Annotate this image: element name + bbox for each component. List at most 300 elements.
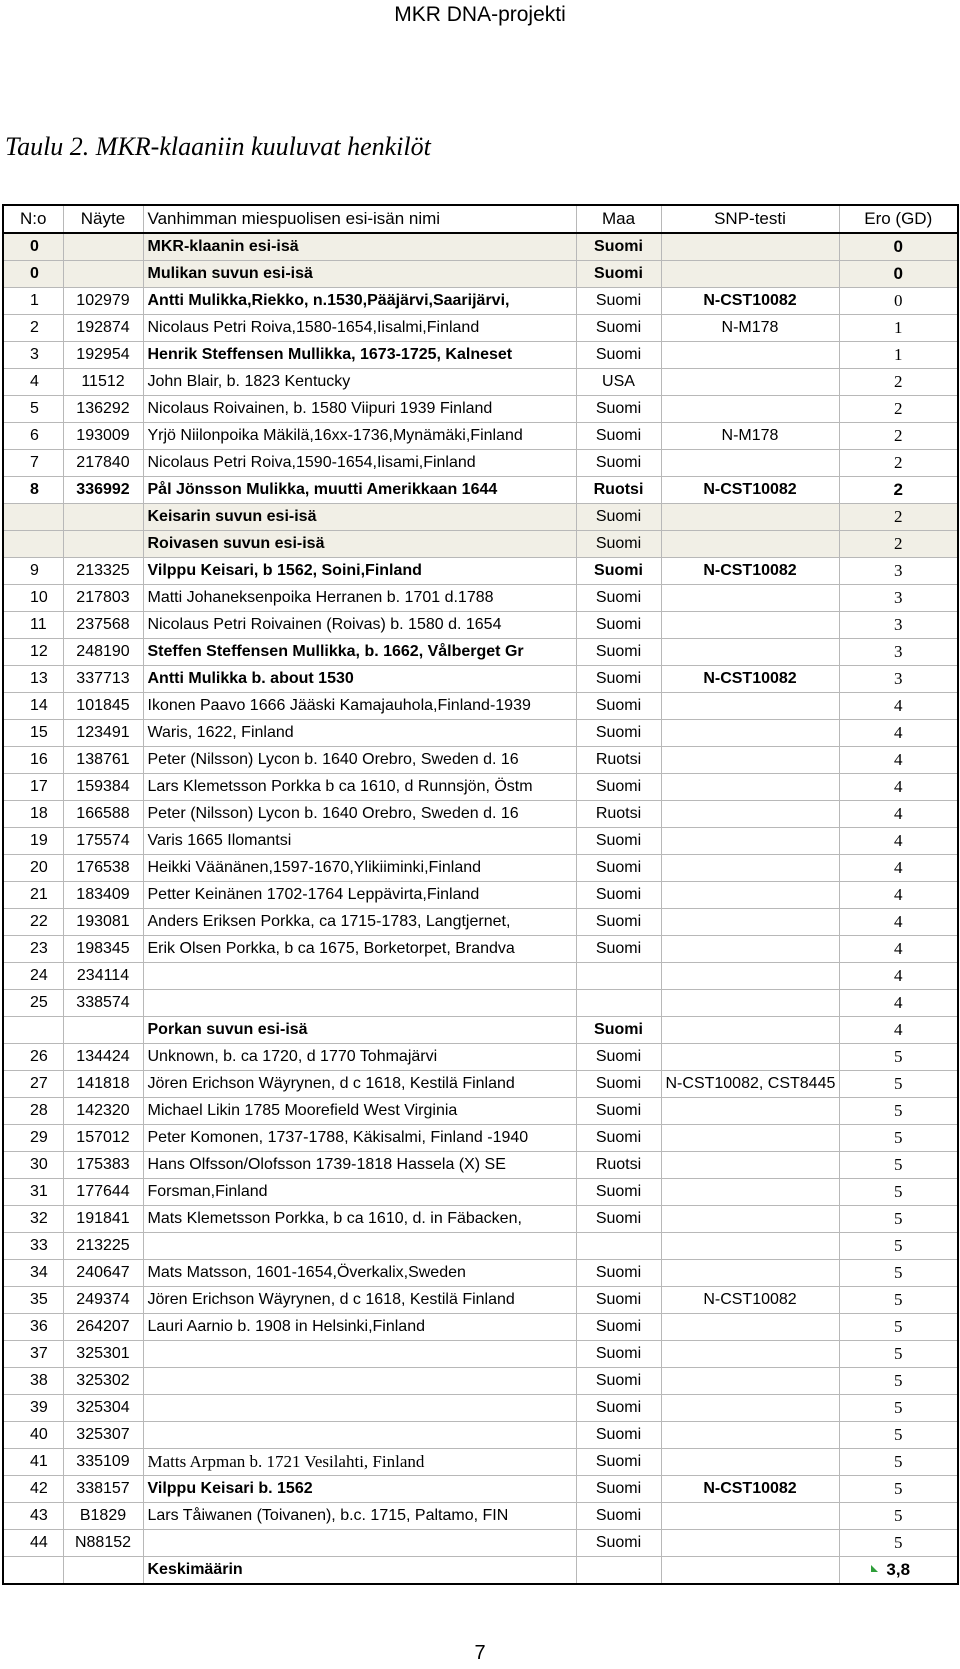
table-row <box>3 1098 958 1125</box>
cell-sample: 138761 <box>63 747 143 774</box>
table-row <box>3 233 958 261</box>
cell-snp-test: N-CST10082 <box>661 666 839 693</box>
cell-snp-test <box>661 531 839 558</box>
cell-genetic-distance: 5 <box>839 1341 958 1368</box>
table-row <box>3 1017 958 1044</box>
cell-genetic-distance: 1 <box>839 315 958 342</box>
cell-sample: 191841 <box>63 1206 143 1233</box>
table-row <box>3 612 958 639</box>
cell-ancestor-name <box>143 963 576 990</box>
cell-country: Suomi <box>576 1530 661 1557</box>
cell-snp-test <box>661 1530 839 1557</box>
cell-sample: 240647 <box>63 1260 143 1287</box>
cell-snp-test <box>661 450 839 477</box>
cell-ancestor-name: Matts Arpman b. 1721 Vesilahti, Finland <box>143 1449 576 1476</box>
cell-ancestor-name <box>143 1341 576 1368</box>
table-row <box>3 1314 958 1341</box>
table-row <box>3 477 958 504</box>
cell-country: Suomi <box>576 720 661 747</box>
table-row <box>3 936 958 963</box>
column-header-ancestor-name: Vanhimman miespuolisen esi-isän nimi <box>143 205 576 233</box>
table-row <box>3 1449 958 1476</box>
column-header-number: N:o <box>3 205 63 233</box>
cell-country: Suomi <box>576 1341 661 1368</box>
table-row <box>3 639 958 666</box>
cell-number: 40 <box>3 1422 63 1449</box>
cell-country: Suomi <box>576 531 661 558</box>
cell-country <box>576 990 661 1017</box>
cell-ancestor-name: Peter (Nilsson) Lycon b. 1640 Orebro, Sweden d. 16 <box>143 801 576 828</box>
cell-genetic-distance: 3 <box>839 639 958 666</box>
cell-number <box>3 1017 63 1044</box>
cell-country: Suomi <box>576 1260 661 1287</box>
cell-snp-test <box>661 990 839 1017</box>
cell-snp-test <box>661 1557 839 1585</box>
cell-snp-test <box>661 585 839 612</box>
cell-number: 3 <box>3 342 63 369</box>
cell-number: 42 <box>3 1476 63 1503</box>
cell-sample: 175574 <box>63 828 143 855</box>
cell-number: 26 <box>3 1044 63 1071</box>
cell-genetic-distance: 2 <box>839 531 958 558</box>
cell-sample: 217803 <box>63 585 143 612</box>
cell-genetic-distance: 4 <box>839 882 958 909</box>
cell-sample: 166588 <box>63 801 143 828</box>
cell-snp-test: N-CST10082 <box>661 477 839 504</box>
table-row <box>3 558 958 585</box>
cell-number: 5 <box>3 396 63 423</box>
cell-snp-test <box>661 882 839 909</box>
cell-number: 18 <box>3 801 63 828</box>
cell-genetic-distance: 5 <box>839 1260 958 1287</box>
cell-country: Suomi <box>576 1476 661 1503</box>
cell-sample: 192954 <box>63 342 143 369</box>
cell-sample: 175383 <box>63 1152 143 1179</box>
cell-genetic-distance: 5 <box>839 1179 958 1206</box>
table-row <box>3 1503 958 1530</box>
cell-ancestor-name: Jören Erichson Wäyrynen, d c 1618, Kestilä Finland <box>143 1287 576 1314</box>
table-row <box>3 1152 958 1179</box>
cell-sample <box>63 233 143 261</box>
cell-country: Suomi <box>576 1449 661 1476</box>
cell-genetic-distance: 5 <box>839 1098 958 1125</box>
cell-genetic-distance: 4 <box>839 990 958 1017</box>
cell-sample: 183409 <box>63 882 143 909</box>
cell-ancestor-name: Forsman,Finland <box>143 1179 576 1206</box>
cell-number: 44 <box>3 1530 63 1557</box>
table-row <box>3 774 958 801</box>
cell-ancestor-name: Roivasen suvun esi-isä <box>143 531 576 558</box>
cell-genetic-distance: 4 <box>839 855 958 882</box>
table-row <box>3 1260 958 1287</box>
cell-snp-test <box>661 801 839 828</box>
cell-snp-test <box>661 1260 839 1287</box>
table-row <box>3 1044 958 1071</box>
table-row <box>3 369 958 396</box>
cell-snp-test <box>661 396 839 423</box>
table-row <box>3 1206 958 1233</box>
cell-snp-test <box>661 1017 839 1044</box>
cell-number: 7 <box>3 450 63 477</box>
cell-snp-test <box>661 1341 839 1368</box>
cell-country: Suomi <box>576 774 661 801</box>
cell-number: 16 <box>3 747 63 774</box>
cell-snp-test <box>661 936 839 963</box>
cell-number: 39 <box>3 1395 63 1422</box>
cell-number: 30 <box>3 1152 63 1179</box>
cell-number: 27 <box>3 1071 63 1098</box>
cell-country: Suomi <box>576 396 661 423</box>
cell-snp-test <box>661 963 839 990</box>
column-header-genetic-distance: Ero (GD) <box>839 205 958 233</box>
cell-sample: 213225 <box>63 1233 143 1260</box>
cell-number: 0 <box>3 261 63 288</box>
cell-sample: 177644 <box>63 1179 143 1206</box>
cell-country: Suomi <box>576 1503 661 1530</box>
cell-country: Suomi <box>576 261 661 288</box>
cell-snp-test <box>661 1044 839 1071</box>
cell-sample: 335109 <box>63 1449 143 1476</box>
cell-genetic-distance: 3 <box>839 612 958 639</box>
cell-number: 15 <box>3 720 63 747</box>
cell-sample <box>63 261 143 288</box>
cell-ancestor-name: Vilppu Keisari, b 1562, Soini,Finland <box>143 558 576 585</box>
cell-genetic-distance: 5 <box>839 1395 958 1422</box>
cell-country: Suomi <box>576 315 661 342</box>
cell-number: 24 <box>3 963 63 990</box>
cell-country: Suomi <box>576 342 661 369</box>
cell-ancestor-name: Yrjö Niilonpoika Mäkilä,16xx-1736,Mynämäki,Finland <box>143 423 576 450</box>
table-row <box>3 909 958 936</box>
cell-number: 28 <box>3 1098 63 1125</box>
cell-country: Suomi <box>576 450 661 477</box>
cell-snp-test <box>661 1206 839 1233</box>
cell-ancestor-name: Unknown, b. ca 1720, d 1770 Tohmajärvi <box>143 1044 576 1071</box>
cell-snp-test <box>661 1314 839 1341</box>
cell-number: 9 <box>3 558 63 585</box>
cell-number: 13 <box>3 666 63 693</box>
cell-sample <box>63 531 143 558</box>
table-row <box>3 315 958 342</box>
cell-sample: 338574 <box>63 990 143 1017</box>
cell-genetic-distance: 3 <box>839 666 958 693</box>
cell-snp-test <box>661 639 839 666</box>
cell-snp-test <box>661 1449 839 1476</box>
cell-country: Suomi <box>576 1125 661 1152</box>
cell-number: 37 <box>3 1341 63 1368</box>
cell-ancestor-name: Michael Likin 1785 Moorefield West Virginia <box>143 1098 576 1125</box>
cell-country: Suomi <box>576 1071 661 1098</box>
cell-country: Suomi <box>576 639 661 666</box>
cell-sample: 159384 <box>63 774 143 801</box>
cell-country: Suomi <box>576 1206 661 1233</box>
cell-sample <box>63 1017 143 1044</box>
cell-genetic-distance: 3 <box>839 585 958 612</box>
cell-snp-test <box>661 1503 839 1530</box>
cell-genetic-distance: 2 <box>839 396 958 423</box>
cell-sample: 136292 <box>63 396 143 423</box>
cell-sample: 176538 <box>63 855 143 882</box>
table-row <box>3 288 958 315</box>
table-row <box>3 261 958 288</box>
cell-number: 17 <box>3 774 63 801</box>
column-header-country: Maa <box>576 205 661 233</box>
table-row <box>3 1422 958 1449</box>
cell-number: 19 <box>3 828 63 855</box>
cell-sample: 234114 <box>63 963 143 990</box>
cell-country <box>576 963 661 990</box>
cell-country: Suomi <box>576 1098 661 1125</box>
cell-snp-test: N-M178 <box>661 423 839 450</box>
cell-genetic-distance: 4 <box>839 801 958 828</box>
cell-genetic-distance: 4 <box>839 774 958 801</box>
table-row <box>3 693 958 720</box>
cell-ancestor-name <box>143 1422 576 1449</box>
cell-ancestor-name: Porkan suvun esi-isä <box>143 1017 576 1044</box>
cell-number: 31 <box>3 1179 63 1206</box>
cell-snp-test: N-CST10082, CST8445 <box>661 1071 839 1098</box>
cell-ancestor-name: Heikki Väänänen,1597-1670,Ylikiiminki,Finland <box>143 855 576 882</box>
table-row <box>3 396 958 423</box>
cell-genetic-distance: 4 <box>839 909 958 936</box>
cell-ancestor-name: Steffen Steffensen Mullikka, b. 1662, Vålberget Gr <box>143 639 576 666</box>
cell-snp-test <box>661 747 839 774</box>
table-row <box>3 1179 958 1206</box>
cell-genetic-distance: 0 <box>839 288 958 315</box>
cell-ancestor-name <box>143 1395 576 1422</box>
table-row <box>3 342 958 369</box>
cell-sample: N88152 <box>63 1530 143 1557</box>
cell-genetic-distance: 3 <box>839 558 958 585</box>
cell-country: Suomi <box>576 1395 661 1422</box>
cell-snp-test <box>661 720 839 747</box>
column-header-sample: Näyte <box>63 205 143 233</box>
cell-country: Suomi <box>576 585 661 612</box>
cell-sample: 142320 <box>63 1098 143 1125</box>
cell-number: 22 <box>3 909 63 936</box>
cell-number: 14 <box>3 693 63 720</box>
cell-sample: B1829 <box>63 1503 143 1530</box>
cell-snp-test <box>661 774 839 801</box>
cell-ancestor-name: Mats Klemetsson Porkka, b ca 1610, d. in Fäbacken, <box>143 1206 576 1233</box>
cell-country: Suomi <box>576 288 661 315</box>
column-header-snp-test: SNP-testi <box>661 205 839 233</box>
cell-number: 12 <box>3 639 63 666</box>
cell-number: 0 <box>3 233 63 261</box>
cell-number: 10 <box>3 585 63 612</box>
cell-ancestor-name: Petter Keinänen 1702-1764 Leppävirta,Finland <box>143 882 576 909</box>
cell-country: Suomi <box>576 612 661 639</box>
cell-genetic-distance: 5 <box>839 1476 958 1503</box>
table-row <box>3 1071 958 1098</box>
cell-number: 20 <box>3 855 63 882</box>
cell-genetic-distance: 3,8 <box>839 1557 958 1585</box>
cell-ancestor-name: Nicolaus Roivainen, b. 1580 Viipuri 1939 Finland <box>143 396 576 423</box>
table-row <box>3 1557 958 1585</box>
cell-genetic-distance: 4 <box>839 747 958 774</box>
cell-ancestor-name <box>143 990 576 1017</box>
cell-number: 36 <box>3 1314 63 1341</box>
cell-ancestor-name: Henrik Steffensen Mullikka, 1673-1725, Kalneset <box>143 342 576 369</box>
cell-ancestor-name: Vilppu Keisari b. 1562 <box>143 1476 576 1503</box>
cell-country: Suomi <box>576 828 661 855</box>
cell-number: 43 <box>3 1503 63 1530</box>
cell-ancestor-name: Nicolaus Petri Roiva,1590-1654,Iisami,Finland <box>143 450 576 477</box>
cell-snp-test <box>661 909 839 936</box>
cell-country: Suomi <box>576 1422 661 1449</box>
cell-ancestor-name: Peter (Nilsson) Lycon b. 1640 Orebro, Sweden d. 16 <box>143 747 576 774</box>
cell-country: Suomi <box>576 233 661 261</box>
cell-sample: 264207 <box>63 1314 143 1341</box>
cell-country: Suomi <box>576 909 661 936</box>
cell-number: 23 <box>3 936 63 963</box>
cell-number: 41 <box>3 1449 63 1476</box>
cell-genetic-distance: 5 <box>839 1125 958 1152</box>
cell-snp-test: N-CST10082 <box>661 288 839 315</box>
cell-snp-test <box>661 855 839 882</box>
cell-sample: 193009 <box>63 423 143 450</box>
table-row <box>3 450 958 477</box>
cell-genetic-distance: 5 <box>839 1152 958 1179</box>
cell-number: 8 <box>3 477 63 504</box>
cell-country: Suomi <box>576 693 661 720</box>
cell-ancestor-name: Keisarin suvun esi-isä <box>143 504 576 531</box>
cell-country: Ruotsi <box>576 801 661 828</box>
cell-sample: 141818 <box>63 1071 143 1098</box>
cell-genetic-distance: 5 <box>839 1071 958 1098</box>
cell-snp-test <box>661 261 839 288</box>
cell-number: 25 <box>3 990 63 1017</box>
table-row <box>3 423 958 450</box>
cell-sample: 217840 <box>63 450 143 477</box>
cell-snp-test <box>661 1395 839 1422</box>
cell-number: 35 <box>3 1287 63 1314</box>
cell-number: 4 <box>3 369 63 396</box>
cell-country <box>576 1557 661 1585</box>
cell-number: 6 <box>3 423 63 450</box>
page-number: 7 <box>474 1642 486 1664</box>
table-row <box>3 801 958 828</box>
cell-genetic-distance: 5 <box>839 1422 958 1449</box>
cell-ancestor-name: Lars Tåiwanen (Toivanen), b.c. 1715, Paltamo, FIN <box>143 1503 576 1530</box>
cell-snp-test: N-CST10082 <box>661 558 839 585</box>
table-row <box>3 882 958 909</box>
cell-genetic-distance: 1 <box>839 342 958 369</box>
cell-ancestor-name: Peter Komonen, 1737-1788, Käkisalmi, Finland -1940 <box>143 1125 576 1152</box>
cell-ancestor-name: Lars Klemetsson Porkka b ca 1610, d Runnsjön, Östm <box>143 774 576 801</box>
cell-snp-test <box>661 1422 839 1449</box>
table-row <box>3 1395 958 1422</box>
cell-number: 2 <box>3 315 63 342</box>
cell-genetic-distance: 4 <box>839 693 958 720</box>
cell-sample: 248190 <box>63 639 143 666</box>
cell-snp-test <box>661 1233 839 1260</box>
cell-sample: 249374 <box>63 1287 143 1314</box>
cell-sample: 325301 <box>63 1341 143 1368</box>
cell-ancestor-name: Jören Erichson Wäyrynen, d c 1618, Kestilä Finland <box>143 1071 576 1098</box>
cell-comment-marker <box>871 1565 878 1572</box>
cell-snp-test <box>661 1368 839 1395</box>
cell-genetic-distance: 5 <box>839 1368 958 1395</box>
cell-genetic-distance: 2 <box>839 450 958 477</box>
table-row <box>3 1287 958 1314</box>
table-row <box>3 585 958 612</box>
table-row <box>3 1530 958 1557</box>
cell-sample: 192874 <box>63 315 143 342</box>
cell-sample: 134424 <box>63 1044 143 1071</box>
cell-country: Suomi <box>576 423 661 450</box>
cell-ancestor-name: Antti Mulikka,Riekko, n.1530,Pääjärvi,Saarijärvi, <box>143 288 576 315</box>
cell-country: USA <box>576 369 661 396</box>
cell-number: 38 <box>3 1368 63 1395</box>
cell-number: 21 <box>3 882 63 909</box>
cell-genetic-distance: 5 <box>839 1530 958 1557</box>
cell-ancestor-name: Erik Olsen Porkka, b ca 1675, Borketorpet, Brandva <box>143 936 576 963</box>
cell-ancestor-name: Nicolaus Petri Roiva,1580-1654,Iisalmi,Finland <box>143 315 576 342</box>
cell-ancestor-name: Mats Matsson, 1601-1654,Överkalix,Sweden <box>143 1260 576 1287</box>
cell-country: Suomi <box>576 1368 661 1395</box>
table-row <box>3 963 958 990</box>
table-caption: Taulu 2. MKR-klaaniin kuuluvat henkilöt <box>5 132 431 161</box>
cell-sample: 337713 <box>63 666 143 693</box>
cell-sample: 157012 <box>63 1125 143 1152</box>
cell-ancestor-name <box>143 1530 576 1557</box>
cell-snp-test <box>661 369 839 396</box>
cell-snp-test <box>661 1098 839 1125</box>
table-row <box>3 1125 958 1152</box>
cell-ancestor-name: MKR-klaanin esi-isä <box>143 233 576 261</box>
cell-snp-test <box>661 693 839 720</box>
cell-snp-test: N-CST10082 <box>661 1476 839 1503</box>
cell-ancestor-name: Varis 1665 Ilomantsi <box>143 828 576 855</box>
cell-snp-test <box>661 233 839 261</box>
cell-genetic-distance: 0 <box>839 261 958 288</box>
table-row <box>3 1368 958 1395</box>
table-row <box>3 1476 958 1503</box>
cell-country: Suomi <box>576 1287 661 1314</box>
cell-ancestor-name: John Blair, b. 1823 Kentucky <box>143 369 576 396</box>
cell-genetic-distance: 5 <box>839 1206 958 1233</box>
cell-sample: 338157 <box>63 1476 143 1503</box>
cell-sample: 213325 <box>63 558 143 585</box>
cell-sample: 101845 <box>63 693 143 720</box>
cell-country: Suomi <box>576 855 661 882</box>
cell-number: 29 <box>3 1125 63 1152</box>
cell-country: Ruotsi <box>576 477 661 504</box>
cell-country: Suomi <box>576 666 661 693</box>
table-header-row <box>3 205 958 233</box>
page-header: MKR DNA-projekti <box>394 3 566 26</box>
cell-country: Ruotsi <box>576 1152 661 1179</box>
cell-number: 1 <box>3 288 63 315</box>
cell-country: Suomi <box>576 1314 661 1341</box>
cell-genetic-distance: 4 <box>839 1017 958 1044</box>
cell-sample: 198345 <box>63 936 143 963</box>
cell-country <box>576 1233 661 1260</box>
cell-genetic-distance: 5 <box>839 1287 958 1314</box>
cell-country: Suomi <box>576 882 661 909</box>
cell-genetic-distance: 2 <box>839 504 958 531</box>
cell-genetic-distance: 5 <box>839 1503 958 1530</box>
cell-number: 34 <box>3 1260 63 1287</box>
cell-number <box>3 1557 63 1585</box>
cell-ancestor-name: Waris, 1622, Finland <box>143 720 576 747</box>
cell-country: Suomi <box>576 504 661 531</box>
cell-sample <box>63 504 143 531</box>
cell-number: 11 <box>3 612 63 639</box>
cell-snp-test <box>661 1125 839 1152</box>
cell-ancestor-name: Lauri Aarnio b. 1908 in Helsinki,Finland <box>143 1314 576 1341</box>
